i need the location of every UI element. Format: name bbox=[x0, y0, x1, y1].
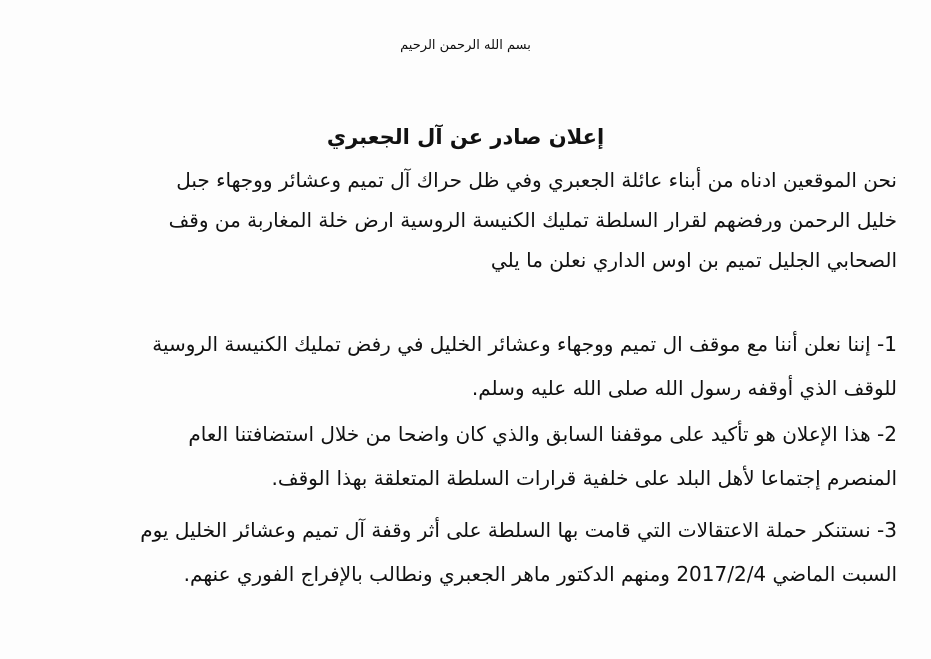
item-1-paragraph bbox=[27, 322, 897, 410]
intro-line: نحن الموقعين ادناه من أبناء عائلة الجعبري وفي ظل حراك آل تميم وعشائر ووجهاء جبل bbox=[176, 168, 897, 192]
item-2-line: المنصرم إجتماعا لأهل البلد على خلفية قرارات السلطة المتعلقة بهذا الوقف. bbox=[271, 466, 897, 490]
item-3-line: السبت الماضي 2017/2/4 ومنهم الدكتور ماهر الجعبري ونطالب بالإفراج الفوري عنهم. bbox=[183, 562, 897, 586]
intro-line: خليل الرحمن ورفضهم لقرار السلطة تمليك الكنيسة الروسية ارض خلة المغاربة من وقف bbox=[168, 208, 897, 232]
intro-paragraph bbox=[27, 160, 897, 280]
item-2-line: 2- هذا الإعلان هو تأكيد على موقفنا السابق والذي كان واضحا من خلال استضافتنا العام bbox=[188, 422, 897, 446]
item-2-paragraph bbox=[27, 412, 897, 500]
basmala-heading: بسم الله الرحمن الرحيم bbox=[400, 38, 531, 53]
announcement-title: إعلان صادر عن آل الجعبري bbox=[326, 125, 605, 149]
intro-line: الصحابي الجليل تميم بن اوس الداري نعلن ما يلي bbox=[490, 248, 897, 272]
item-3-paragraph bbox=[27, 508, 897, 596]
item-1-line: 1- إننا نعلن أننا مع موقف ال تميم ووجهاء وعشائر الخليل في رفض تمليك الكنيسة الروسية bbox=[152, 332, 897, 356]
item-3-line: 3- نستنكر حملة الاعتقالات التي قامت بها السلطة على أثر وقفة آل تميم وعشائر الخليل يوم bbox=[140, 518, 897, 542]
item-1-line: للوقف الذي أوقفه رسول الله صلى الله عليه وسلم. bbox=[471, 376, 897, 400]
